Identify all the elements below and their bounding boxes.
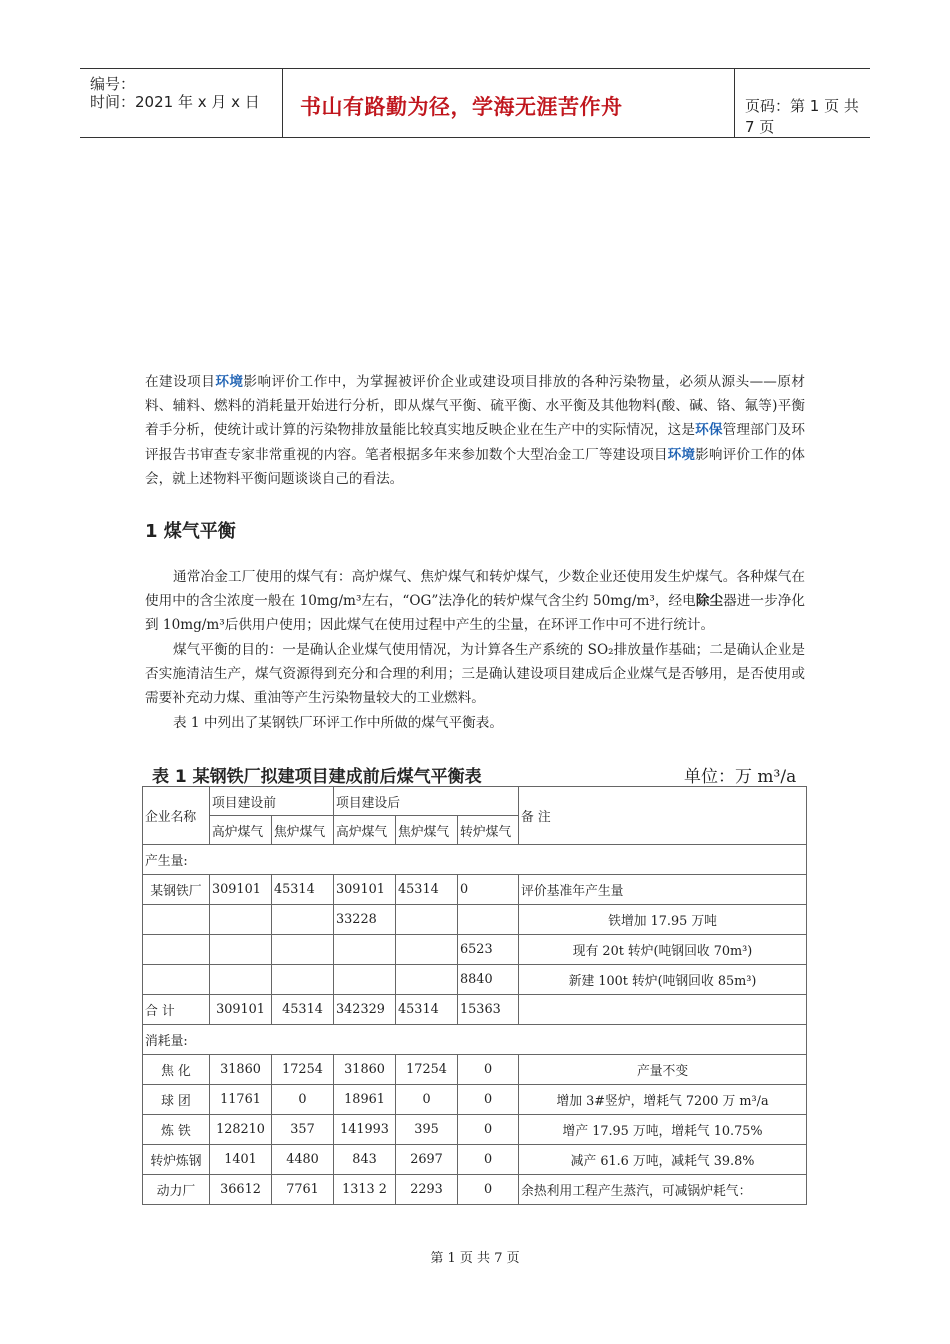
table-cell: 现有 20t 转炉(吨钢回收 70m³) (519, 935, 807, 965)
section-row-consumption (143, 1025, 807, 1055)
table-cell: 395 (396, 1115, 458, 1145)
intro-text-2: 影响评价工作中，为掌握被评价企业或建设项目排放的各种污染物量，必须从源头——原材料、辅料、燃料的消耗量开始进行分析，即从煤气平衡、硫平衡、水平衡及其他物料(酸、碱、铬、氟等)平衡着手分析，使统计或计算的污染物排放量能比较真实地反映企业在生产中的实际情况，这是 (145, 374, 805, 439)
table-cell: 8840 (458, 965, 519, 995)
intro-text-3: 管理部门及环评报告书审查专家非常重视的内容。笔者根据多年来参加数个大型冶金工厂等建设项目 (145, 422, 806, 463)
table-cell: 128210 (210, 1115, 272, 1145)
header-meta-cell (80, 69, 283, 137)
page-footer: 第 1 页 共 7 页 (430, 1251, 520, 1266)
table-cell (143, 935, 210, 965)
table-cell (210, 905, 272, 935)
section-paragraph-1 (145, 565, 805, 638)
table-cell: 45314 (396, 995, 458, 1025)
table-cell: 0 (458, 1115, 519, 1145)
table-cell (396, 905, 458, 935)
table-cell: 141993 (334, 1115, 396, 1145)
subheader-cell: 转炉煤气 (458, 816, 519, 845)
intro-paragraph (145, 370, 805, 491)
table-cell: 球 团 (143, 1085, 210, 1115)
table-row (143, 1115, 807, 1145)
table-cell: 15363 (458, 995, 519, 1025)
section-row-production (143, 845, 807, 875)
table-cell: 0 (272, 1085, 334, 1115)
header-page-number: 页码：第 1 页 共 7 页 (745, 97, 859, 136)
table-cell (334, 965, 396, 995)
table-cell: 合 计 (143, 995, 210, 1025)
header-note: 备 注 (519, 787, 807, 845)
gas-balance-table (142, 786, 807, 1205)
section-paragraph-3: 表 1 中列出了某钢铁厂环评工作中所做的煤气平衡表。 (173, 715, 503, 731)
table-cell: 某钢铁厂 (143, 875, 210, 905)
table-cell: 33228 (334, 905, 396, 935)
link-environment-2[interactable]: 环境 (667, 446, 696, 463)
document-time-label: 时间：2021 年 x 月 x 日 (90, 93, 260, 111)
header-motto-cell (282, 69, 735, 137)
table-cell: 309101 (334, 875, 396, 905)
table-cell: 评价基准年产生量 (519, 875, 807, 905)
table-cell (210, 965, 272, 995)
table-unit: 单位：万 m³/a (684, 767, 797, 787)
table-cell (272, 935, 334, 965)
table-cell: 产量不变 (519, 1055, 807, 1085)
table-cell: 动力厂 (143, 1175, 210, 1205)
table-cell (334, 935, 396, 965)
table-row (143, 965, 807, 995)
header-after: 项目建设后 (334, 787, 519, 816)
table-row (143, 905, 807, 935)
table-cell: 0 (458, 1055, 519, 1085)
table-cell: 36612 (210, 1175, 272, 1205)
table-cell: 309101 (210, 875, 272, 905)
table-cell: 11761 (210, 1085, 272, 1115)
table-cell: 342329 (334, 995, 396, 1025)
table-cell: 843 (334, 1145, 396, 1175)
section-text-2: 器进一步净化到 10mg/m³后供用户使用；因此煤气在使用过程中产生的尘量，在环评工作中可不进行统计。 (145, 593, 805, 634)
table-cell (210, 935, 272, 965)
link-environmental-protection[interactable]: 环保 (695, 422, 723, 439)
table-cell: 31860 (210, 1055, 272, 1085)
table-cell: 6523 (458, 935, 519, 965)
section-paragraph-2: 煤气平衡的目的：一是确认企业煤气使用情况，为计算各生产系统的 SO₂排放量作基础；二是确认企业是否实施清洁生产，煤气资源得到充分和合理的利用；三是确认建设项目建成后企业煤气是否够用，是否使用或需要补充动力煤、重油等产生污染物量较大的工业燃料。 (145, 642, 805, 707)
header-page-cell (735, 69, 870, 137)
table-cell (458, 905, 519, 935)
table-cell (272, 965, 334, 995)
subheader-cell: 焦炉煤气 (396, 816, 458, 845)
subheader-cell: 焦炉煤气 (272, 816, 334, 845)
table-cell: 2293 (396, 1175, 458, 1205)
table-cell: 2697 (396, 1145, 458, 1175)
table-cell: 45314 (272, 875, 334, 905)
table-cell: 0 (396, 1085, 458, 1115)
table-cell (272, 905, 334, 935)
table-cell: 余热利用工程产生蒸汽，可减锅炉耗气： (519, 1175, 807, 1205)
section-text-1: 通常冶金工厂使用的煤气有：高炉煤气、焦炉煤气和转炉煤气，少数企业还使用发生炉煤气。各种煤气在使用中的含尘浓度一般在 10mg/m³左右，“OG”法净化的转炉煤气含尘约 50mg/m³，经电 (145, 569, 805, 610)
table-cell: 45314 (272, 995, 334, 1025)
header-motto: 书山有路勤为径，学海无涯苦作舟 (300, 95, 623, 119)
table-cell: 17254 (272, 1055, 334, 1085)
table-cell: 4480 (272, 1145, 334, 1175)
table-row (143, 1145, 807, 1175)
table-caption: 表 1 某钢铁厂拟建项目建成前后煤气平衡表 (152, 767, 482, 787)
table-cell: 45314 (396, 875, 458, 905)
page-header (80, 68, 870, 138)
subheader-cell: 高炉煤气 (210, 816, 272, 845)
table-cell: 减产 61.6 万吨，减耗气 39.8% (519, 1145, 807, 1175)
table-cell: 新建 100t 转炉(吨钢回收 85m³) (519, 965, 807, 995)
table-cell: 1313 2 (334, 1175, 396, 1205)
link-environment-1[interactable]: 环境 (215, 374, 244, 390)
table-cell: 0 (458, 875, 519, 905)
table-cell: 7761 (272, 1175, 334, 1205)
table-cell: 0 (458, 1175, 519, 1205)
table-cell: 增产 17.95 万吨，增耗气 10.75% (519, 1115, 807, 1145)
table-cell: 18961 (334, 1085, 396, 1115)
intro-text-1: 在建设项目 (145, 374, 216, 390)
section-heading: 1 煤气平衡 (145, 521, 236, 542)
table-cell: 17254 (396, 1055, 458, 1085)
table-header-row (143, 787, 807, 816)
table-cell (143, 905, 210, 935)
header-company: 企业名称 (143, 787, 210, 845)
table-cell (396, 965, 458, 995)
table-cell: 309101 (210, 995, 272, 1025)
table-row-total (143, 995, 807, 1025)
table-row (143, 875, 807, 905)
section-label-production: 产生量: (143, 845, 807, 875)
table-row (143, 1055, 807, 1085)
dust-removal-term: 除尘 (695, 593, 724, 610)
table-cell (519, 995, 807, 1025)
header-before: 项目建设前 (210, 787, 334, 816)
table-cell: 炼 铁 (143, 1115, 210, 1145)
table-cell: 铁增加 17.95 万吨 (519, 905, 807, 935)
table-row (143, 1085, 807, 1115)
table-cell: 增加 3#竖炉，增耗气 7200 万 m³/a (519, 1085, 807, 1115)
table-cell: 1401 (210, 1145, 272, 1175)
document-number-label: 编号： (90, 75, 136, 93)
table-cell: 转炉炼钢 (143, 1145, 210, 1175)
subheader-cell: 高炉煤气 (334, 816, 396, 845)
table-cell: 357 (272, 1115, 334, 1145)
table-cell: 0 (458, 1145, 519, 1175)
intro-text-4: 影响评价工作的体会，就上述物料平衡问题谈谈自己的看法。 (145, 446, 806, 487)
table-cell: 焦 化 (143, 1055, 210, 1085)
table-row (143, 935, 807, 965)
table-row (143, 1175, 807, 1205)
table-cell (143, 965, 210, 995)
table-cell: 0 (458, 1085, 519, 1115)
table-cell: 31860 (334, 1055, 396, 1085)
table-cell (396, 935, 458, 965)
section-label-consumption: 消耗量: (143, 1025, 807, 1055)
